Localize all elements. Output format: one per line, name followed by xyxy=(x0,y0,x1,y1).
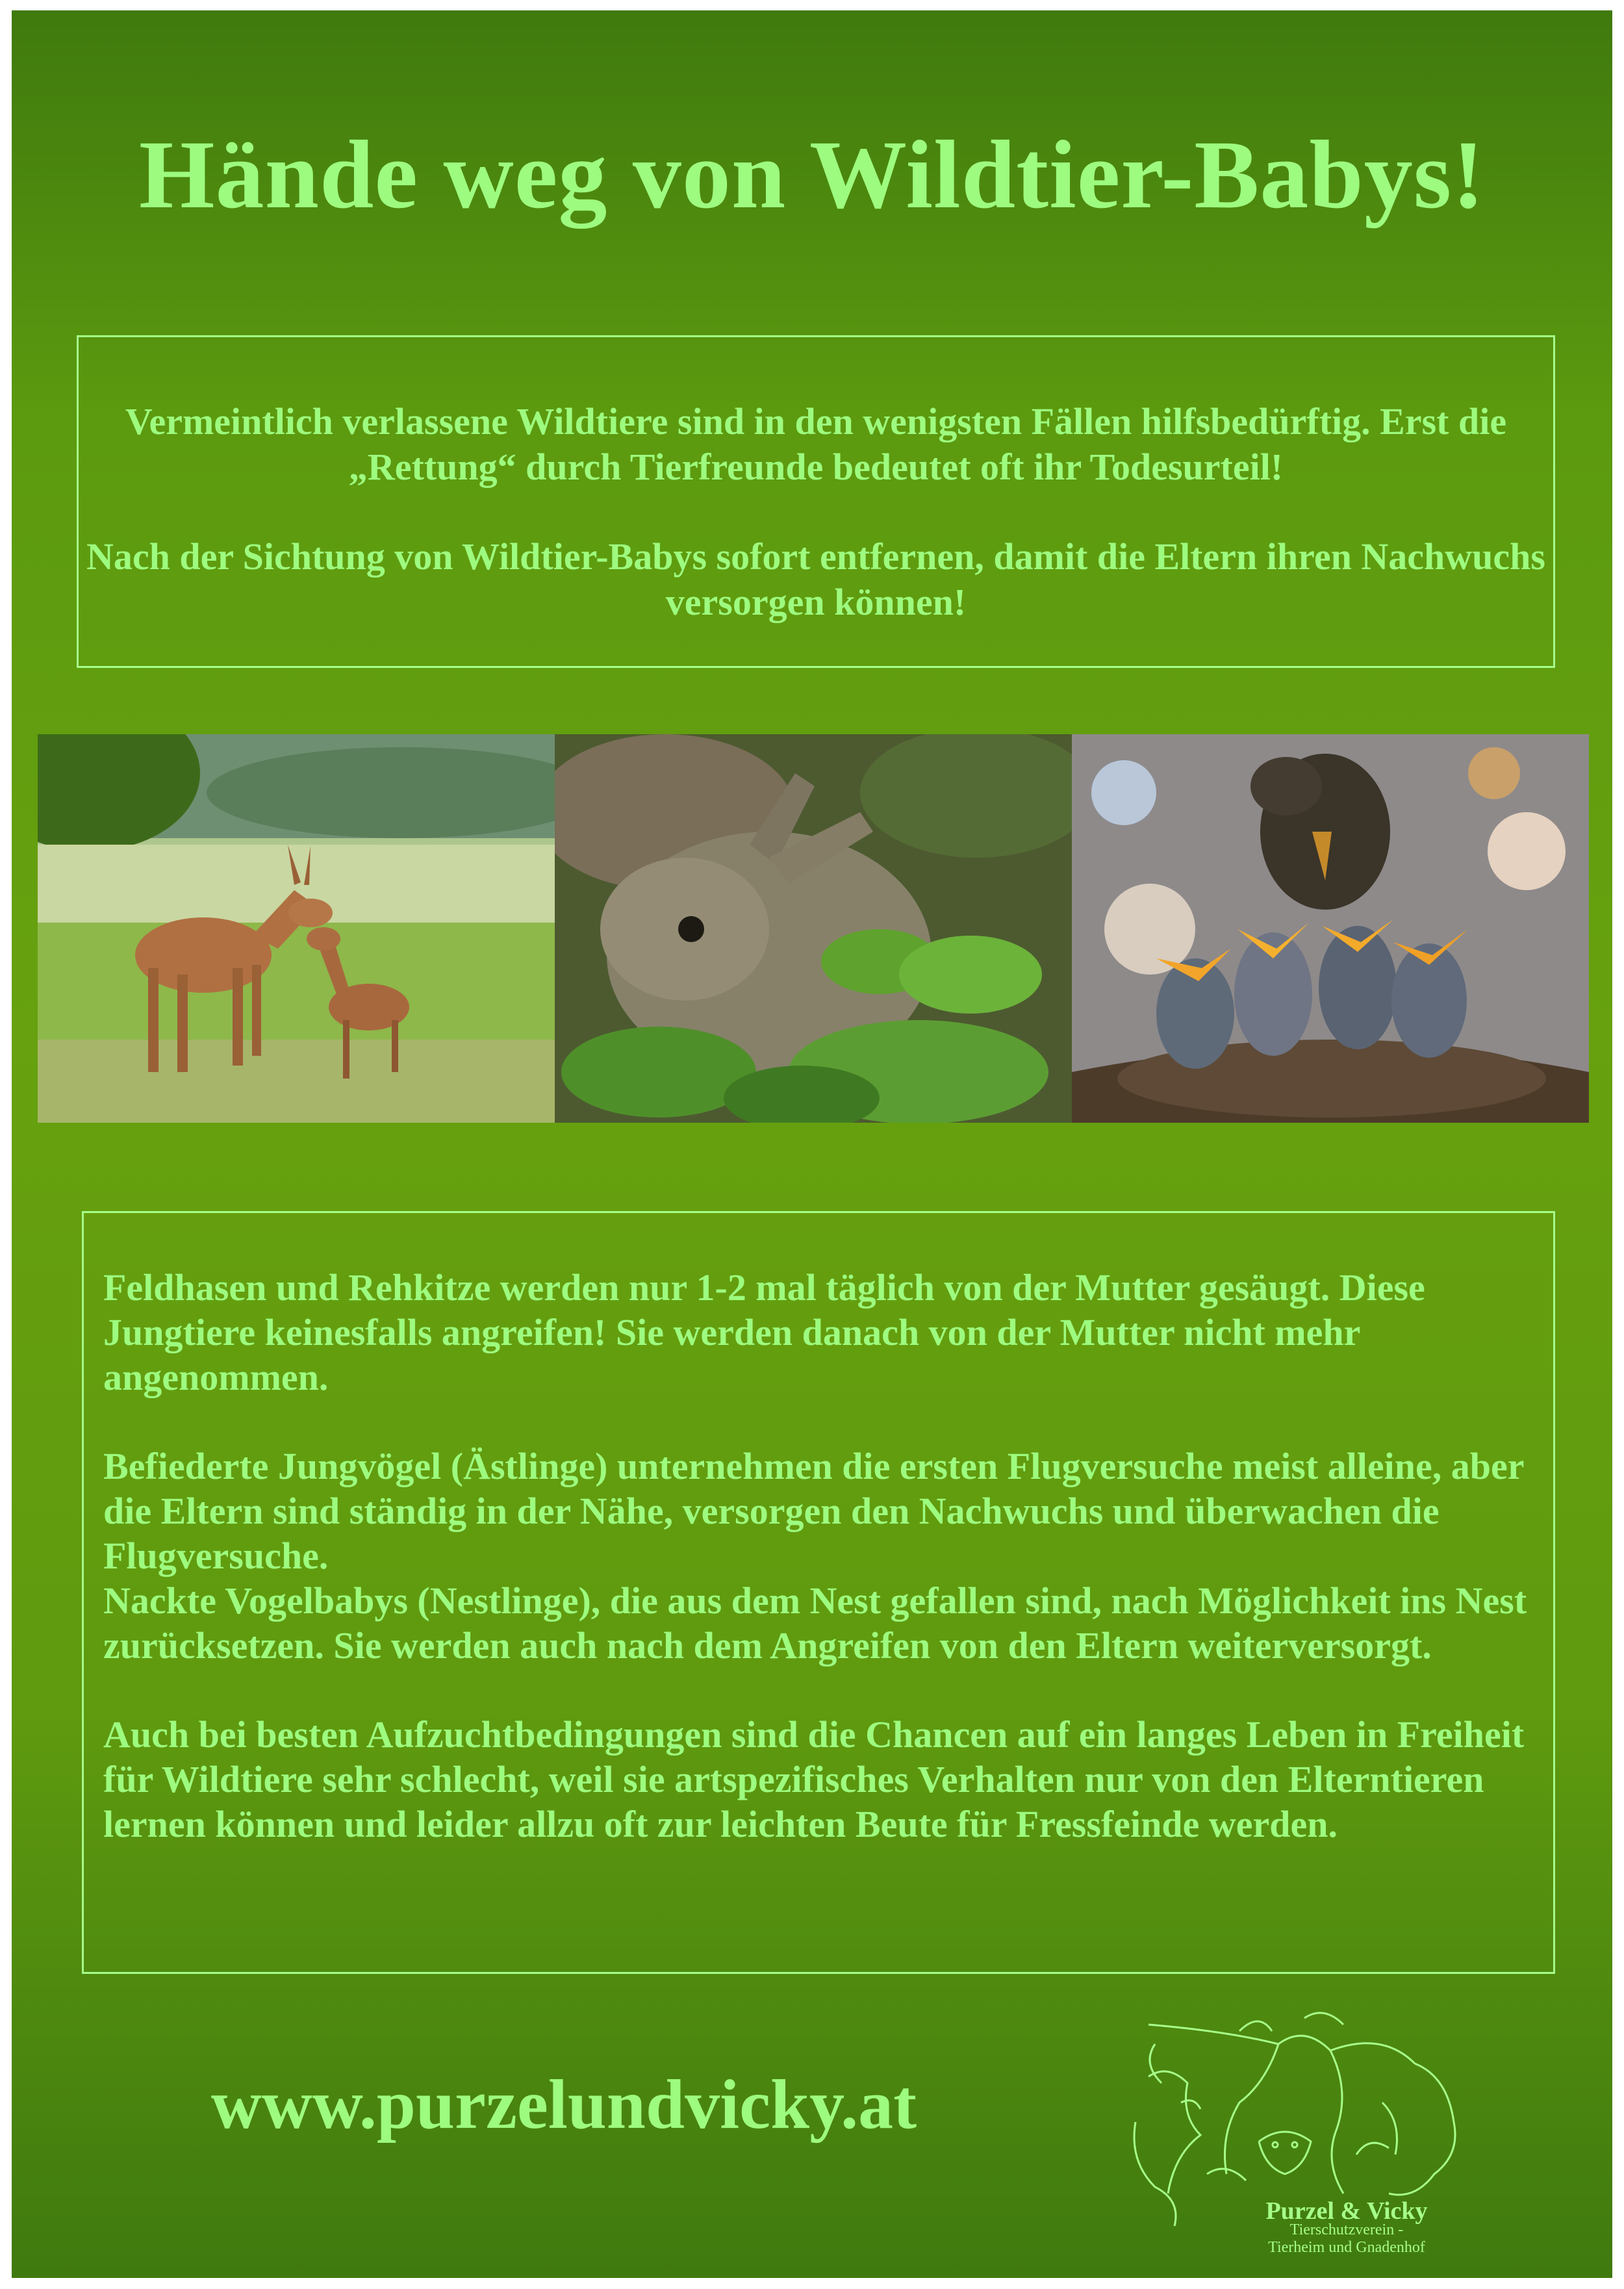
logo-subtitle: Tierschutzverein - xyxy=(1289,2221,1404,2238)
blackbird-nest-photo xyxy=(1072,734,1589,1123)
intro-paragraph: Vermeintlich verlassene Wildtiere sind in den wenigsten Fällen hilfsbedürftig. Erst die „Rettung“ durch Tierfreunde bedeutet oft ihr Todesurteil! xyxy=(125,400,1507,488)
hare-photo xyxy=(555,734,1072,1123)
page-title: Hände weg von Wildtier-Babys! xyxy=(138,121,1486,229)
info-box xyxy=(82,1211,1555,1974)
purzel-vicky-logo xyxy=(1110,2005,1473,2265)
info-paragraph: Auch bei besten Aufzuchtbedingungen sind die Chancen auf ein langes Leben in Freiheit für Wildtiere sehr schlecht, weil sie artspezifisches Verhalten nur von den Elterntieren lernen können und leider allzu oft zur leichten Beute für Fressfeinde werden. xyxy=(103,1713,1525,1845)
info-paragraph: Befiederte Jungvögel (Ästlinge) unternehmen die ersten Flugversuche meist alleine, aber die Eltern sind ständig in der Nähe, versorgen den Nachwuchs und überwachen die Flugversuche. xyxy=(103,1445,1524,1577)
deer-photo xyxy=(38,734,555,1123)
website-link[interactable]: www.purzelundvicky.at xyxy=(210,2066,917,2143)
info-paragraph: Nackte Vogelbabys (Nestlinge), die aus dem Nest gefallen sind, nach Möglichkeit ins Nest zurücksetzen. Sie werden auch nach dem Angreifen von den Eltern weiterversorgt. xyxy=(103,1579,1527,1667)
intro-paragraph: Nach der Sichtung von Wildtier-Babys sofort entfernen, damit die Eltern ihren Nachwuchs versorgen können! xyxy=(86,535,1545,623)
poster xyxy=(12,10,1612,2278)
logo-subtitle: Tierheim und Gnadenhof xyxy=(1268,2239,1425,2256)
logo-name: Purzel & Vicky xyxy=(1265,2197,1428,2225)
info-paragraph: Feldhasen und Rehkitze werden nur 1-2 mal täglich von der Mutter gesäugt. Diese Jungtiere keinesfalls angreifen! Sie werden danach von der Mutter nicht mehr angenommen. xyxy=(103,1266,1425,1398)
intro-box xyxy=(77,335,1555,668)
